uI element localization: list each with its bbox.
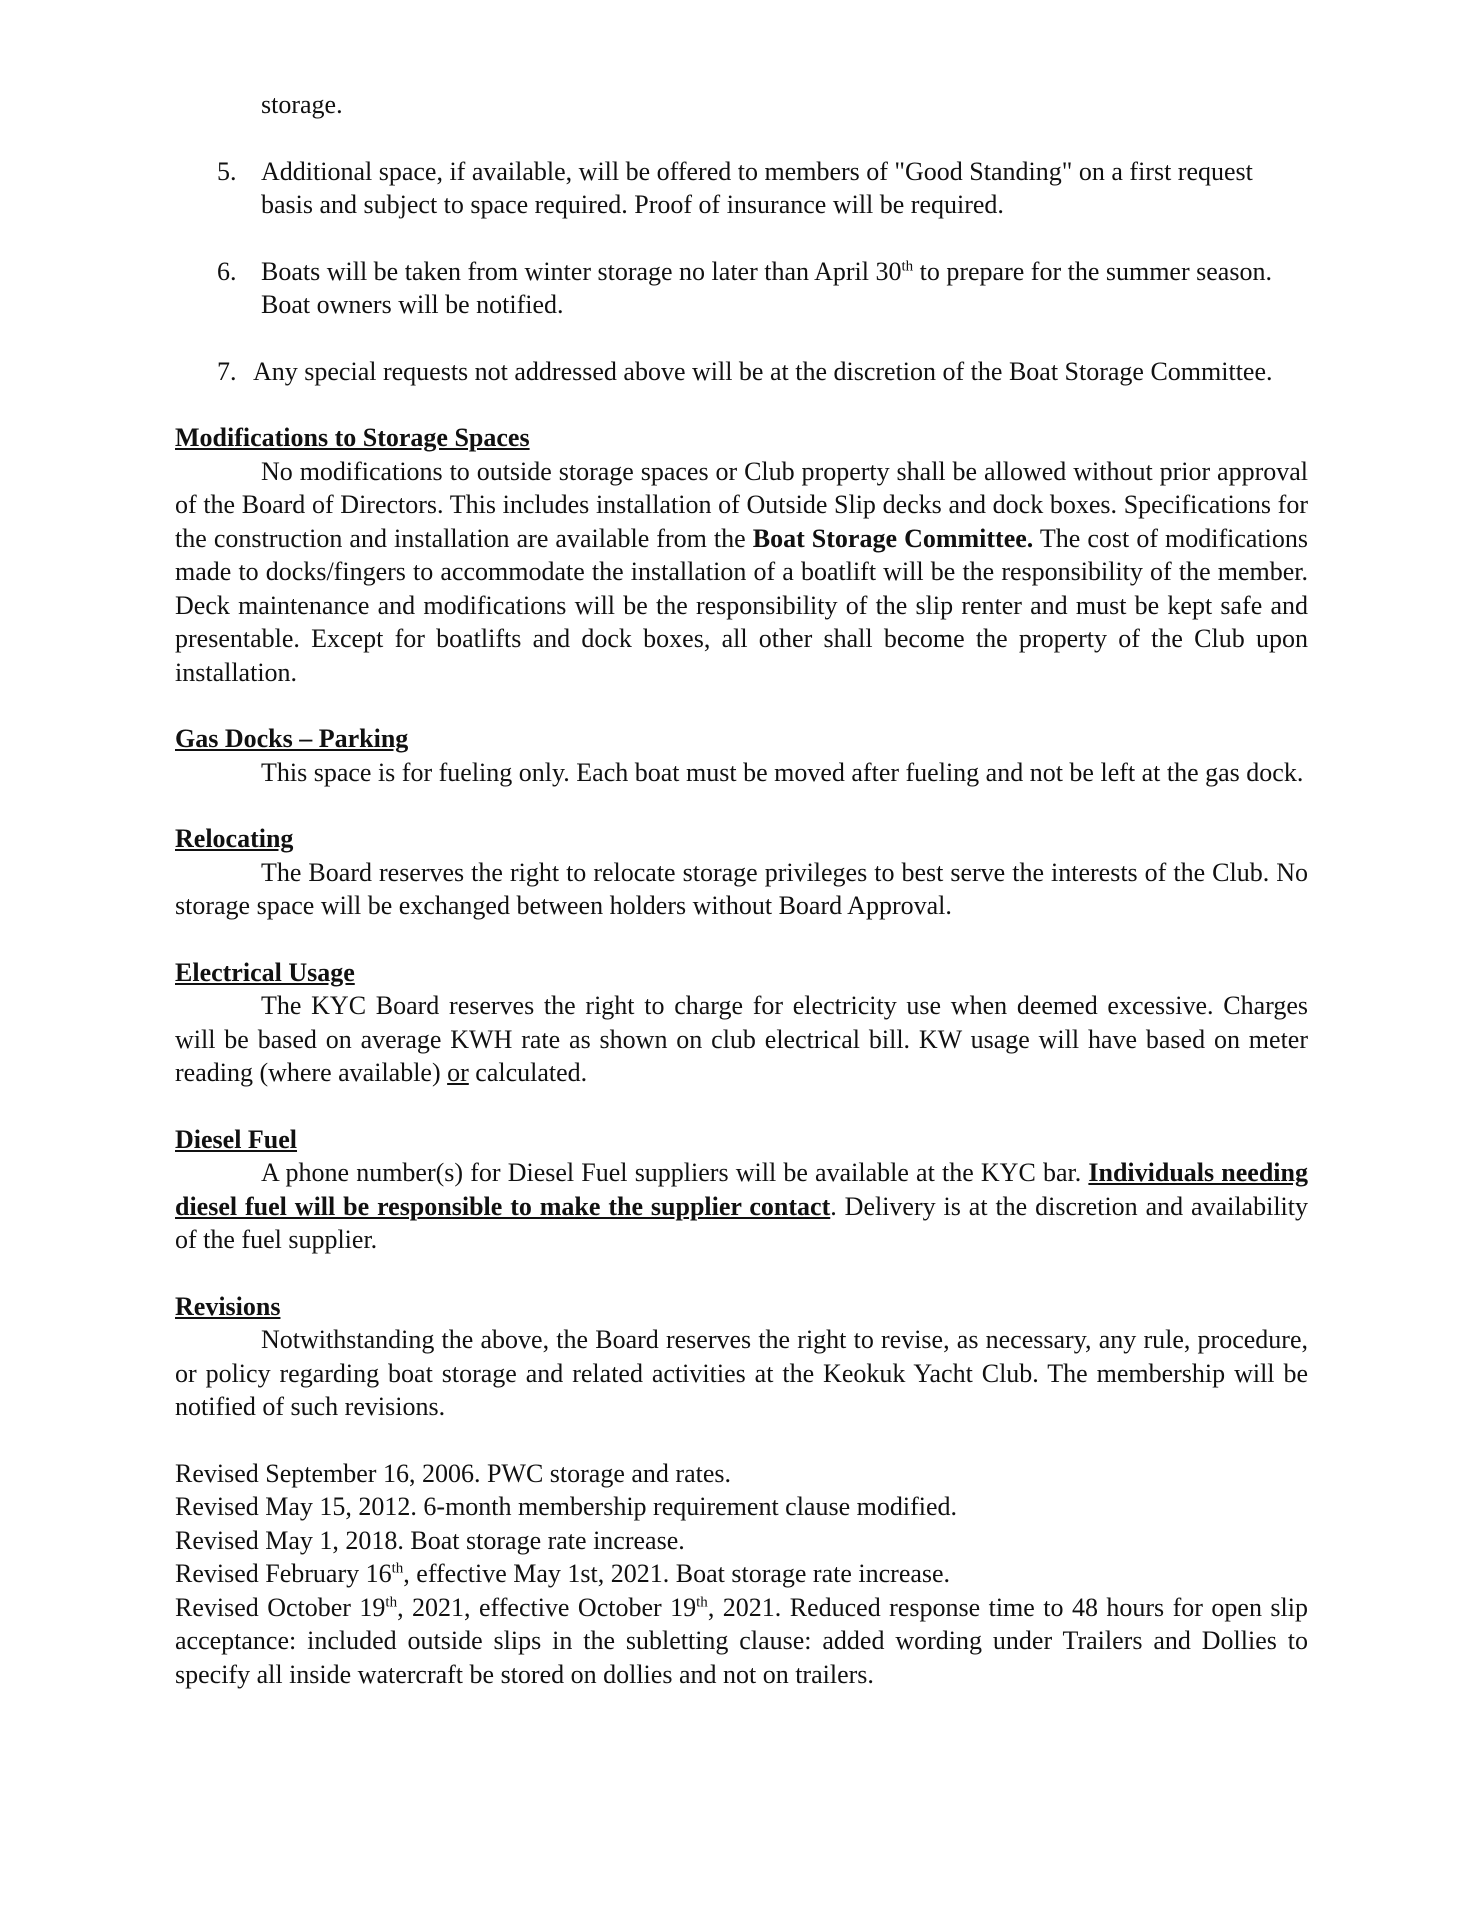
section-body [175, 1156, 1308, 1257]
section-revisions [175, 1290, 1308, 1424]
list-number: 6. [217, 256, 237, 286]
list-item-5 [175, 155, 1308, 222]
body-text: calculated. [468, 1058, 588, 1087]
section-heading: Electrical Usage [175, 957, 355, 987]
superscript: th [901, 257, 914, 274]
body-text: The KYC Board reserves the right to charge for electricity use when deemed excessive. Charges will be based on average KWH rate as shown on club electrical bill. KW usage will have based on meter reading (where available) [175, 991, 1308, 1087]
list-text: Additional space, if available, will be offered to members of "Good Standing" on a first request basis and subject to space required. Proof of insurance will be required. [261, 156, 1253, 219]
revision-text: , 2021. Reduced response time to 48 hours for open slip acceptance: included outside slips in the subletting clause: added wording under Trailers and Dollies to specify all inside watercraft be stored on dollies and not on trailers. [175, 1592, 1308, 1689]
revision-entry: Revised May 15, 2012. 6-month membership requirement clause modified. [175, 1492, 957, 1521]
section-heading: Gas Docks – Parking [175, 724, 409, 753]
section-body: This space is for fueling only. Each boat must be moved after fueling and not be left at the gas dock. [261, 757, 1304, 787]
superscript: th [391, 1560, 404, 1577]
superscript: th [696, 1593, 708, 1610]
section-heading: Diesel Fuel [175, 1124, 298, 1154]
list-number: 7. [217, 356, 237, 386]
section-body [175, 989, 1308, 1090]
section-body: Notwithstanding the above, the Board reserves the right to revise, as necessary, any rule, procedure, or policy regarding boat storage and related activities at the Keokuk Yacht Club. The membership will be notified of such revisions. [175, 1325, 1308, 1421]
list-text: Boats will be taken from winter storage no later than April 30 [261, 256, 902, 286]
list-item-7 [175, 355, 1308, 389]
body-text: No modifications to outside storage spaces or Club property shall be allowed without prior approval of the Board of Directors. This includes installation of Outside Slip decks and dock boxes. Specifications for the construction and installation are available from the [175, 456, 1308, 553]
section-heading: Modifications to Storage Spaces [175, 423, 530, 452]
revision-text: , 2021, effective October 19 [397, 1592, 697, 1622]
section-diesel [175, 1123, 1308, 1257]
revision-text: Revised October 19 [175, 1592, 386, 1622]
section-body [175, 455, 1308, 690]
list-number: 5. [217, 156, 237, 186]
section-modifications [175, 421, 1308, 689]
section-heading: Relocating [175, 824, 294, 853]
revision-text: Revised February 16 [175, 1559, 392, 1588]
bold-text: Boat Storage Committee. [752, 523, 1034, 553]
section-relocating [175, 822, 1308, 923]
bold-underlined-text: Individuals needing diesel fuel will be responsible to make the supplier contact [175, 1158, 1308, 1221]
body-text: . Delivery is at the discretion and availability of the fuel supplier. [175, 1191, 1308, 1254]
revision-entry [175, 1557, 1308, 1591]
revision-log [175, 1457, 1308, 1692]
list-item-6 [175, 255, 1308, 322]
section-gas-docks [175, 722, 1308, 789]
section-electrical [175, 956, 1308, 1090]
list-text: to prepare for the summer season. Boat owners will be notified. [261, 256, 1272, 319]
numbered-list [175, 155, 1308, 389]
body-text: A phone number(s) for Diesel Fuel suppliers will be available at the KYC bar. [261, 1158, 1089, 1187]
carryover-text: storage. [261, 90, 343, 119]
superscript: th [385, 1593, 398, 1610]
revision-entry: Revised May 1, 2018. Boat storage rate increase. [175, 1525, 685, 1555]
section-heading: Revisions [175, 1291, 281, 1321]
body-text: The cost of modifications made to docks/fingers to accommodate the installation of a boatlift will be the responsibility of the member. Deck maintenance and modifications will be the responsibility of the slip renter and must be kept safe and presentable. Except for boatlifts and dock boxes, all other shall become the property of the Club upon installation. [175, 523, 1309, 687]
revision-entry [175, 1591, 1308, 1692]
revision-entry: Revised September 16, 2006. PWC storage and rates. [175, 1458, 731, 1488]
section-body: The Board reserves the right to relocate storage privileges to best serve the interests of the Club. No storage space will be exchanged between holders without Board Approval. [175, 857, 1308, 920]
list-text: Any special requests not addressed above will be at the discretion of the Boat Storage Committee. [253, 356, 1273, 386]
underlined-text: or [447, 1058, 469, 1087]
document-page [175, 88, 1308, 1691]
revision-text: , effective May 1st, 2021. Boat storage rate increase. [403, 1559, 951, 1588]
